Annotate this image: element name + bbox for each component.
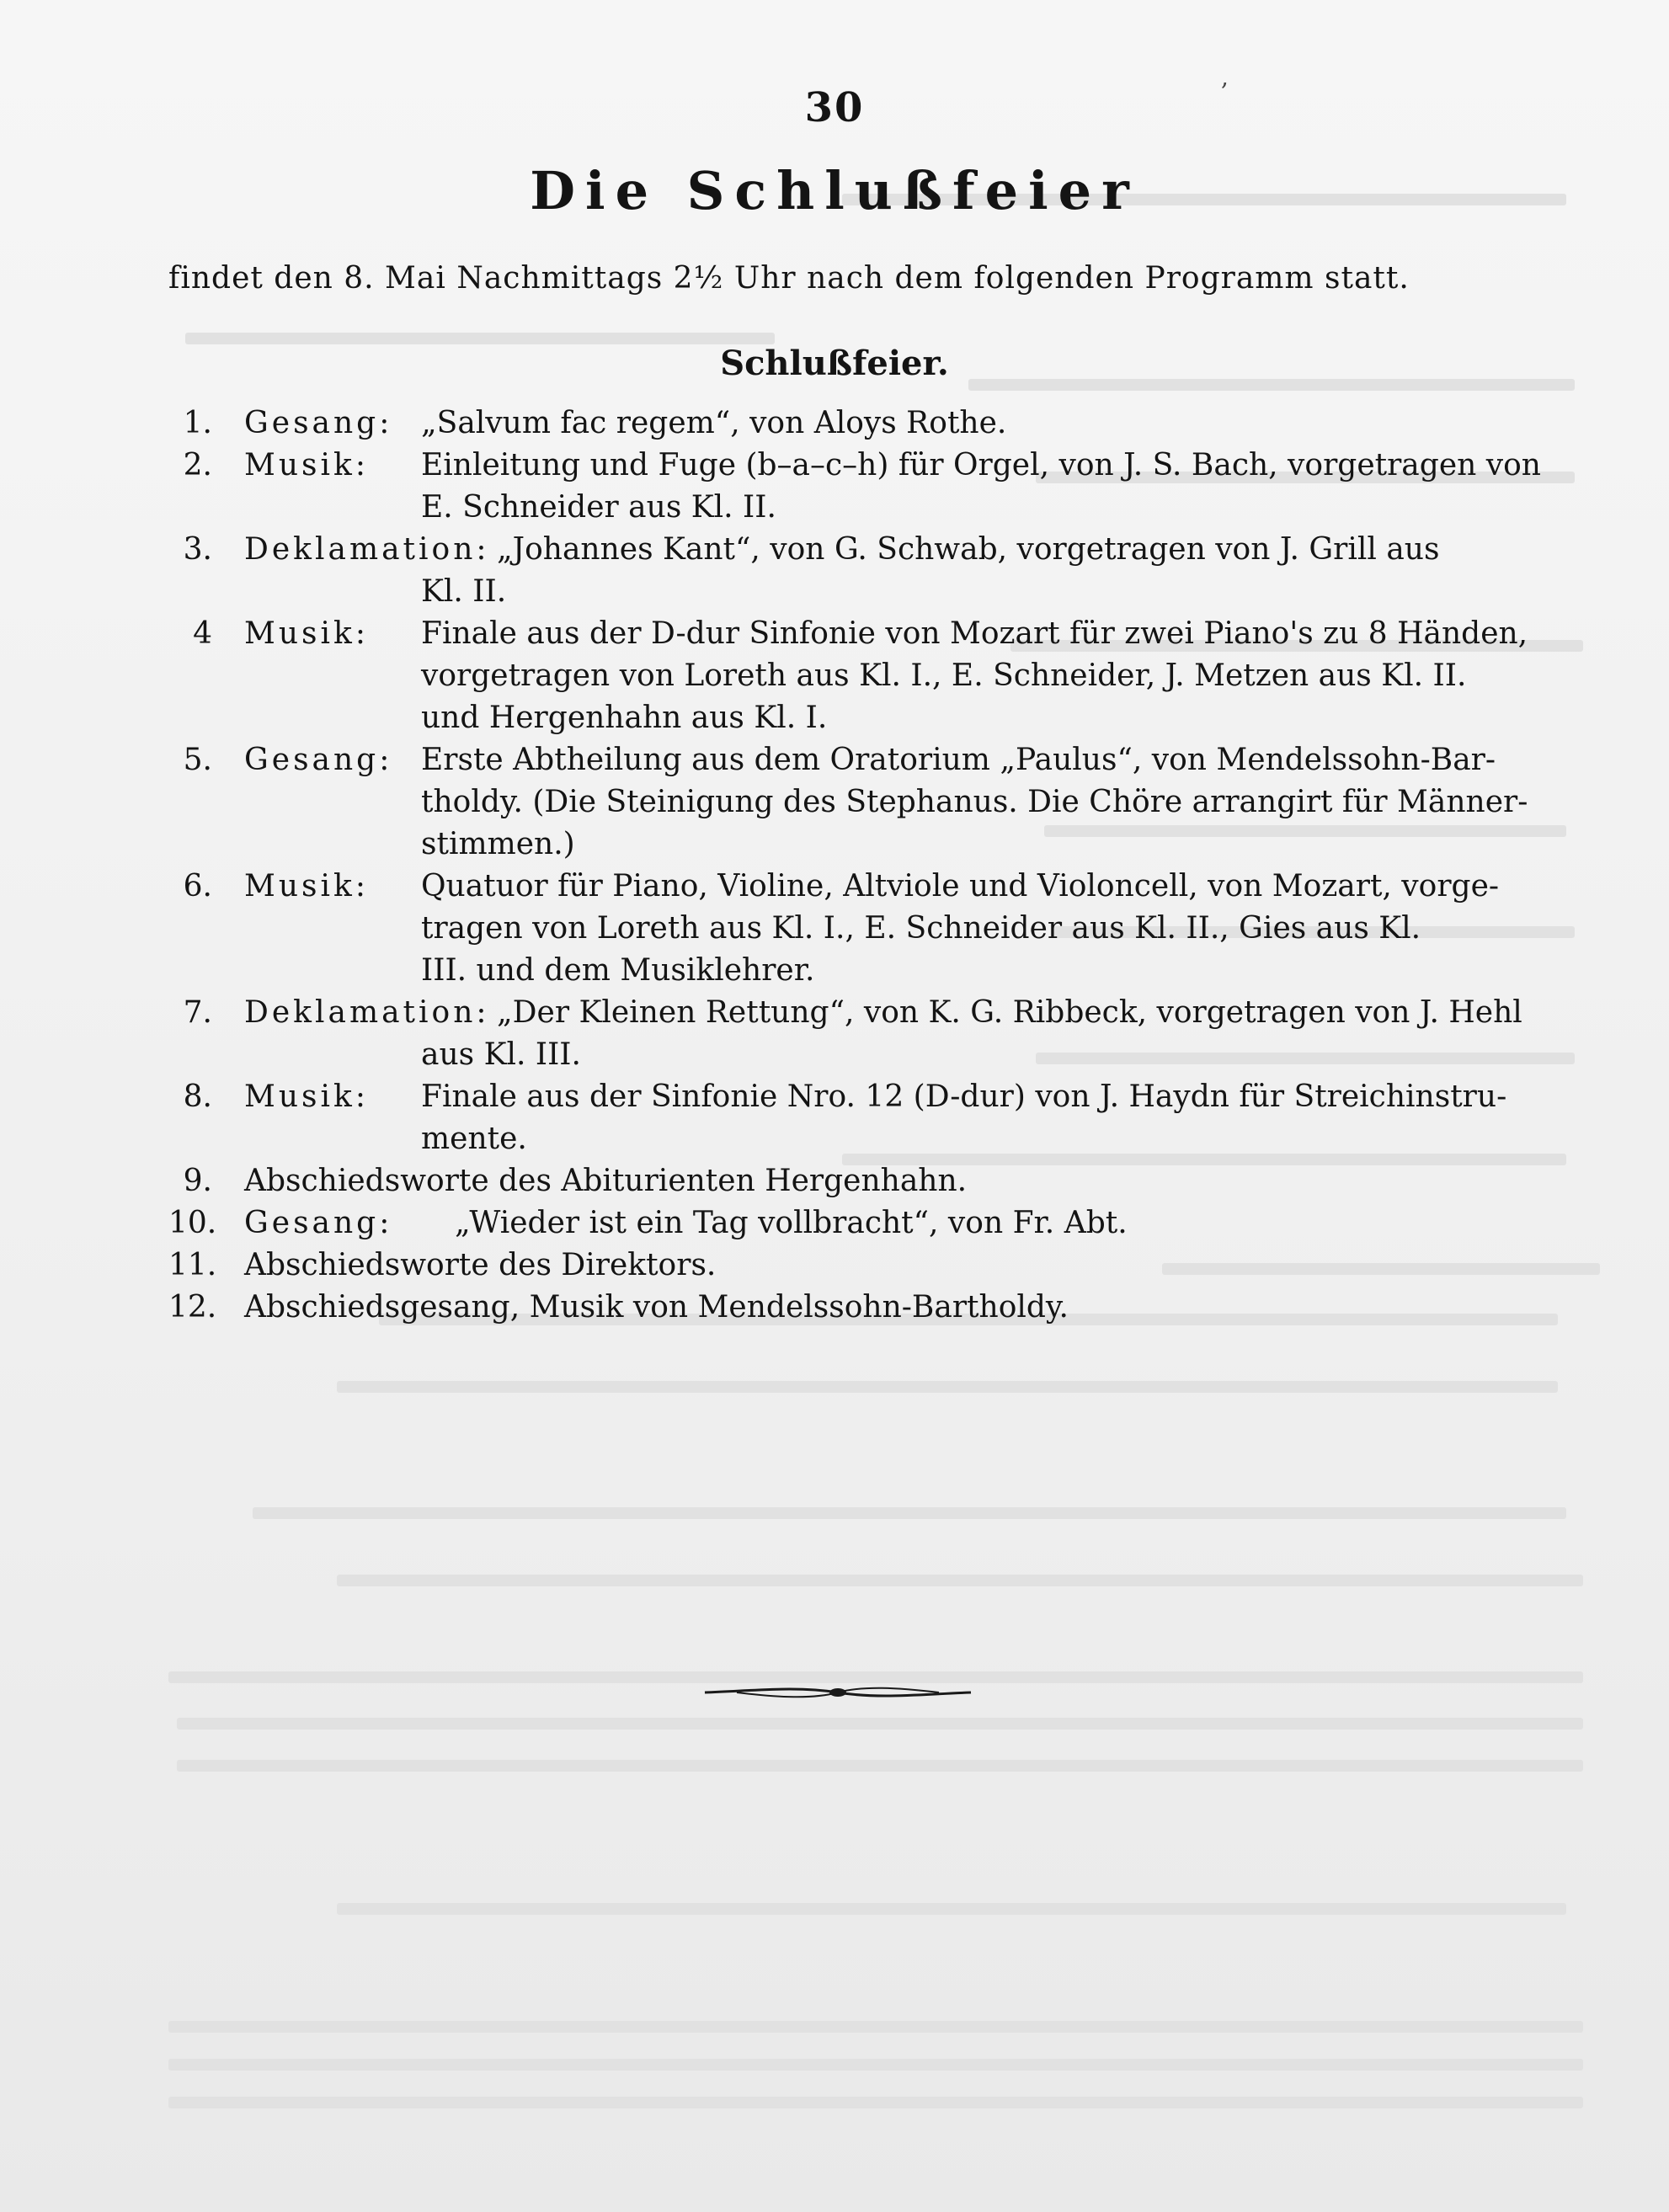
item-category: Gesang: xyxy=(244,743,393,777)
item-line: „Der Kleinen Rettung“, von K. G. Ribbeck, vorgetragen von J. Hehl xyxy=(497,995,1522,1030)
item-line: und Hergenhahn aus Kl. I. xyxy=(421,701,828,735)
item-category: Gesang: xyxy=(244,406,393,440)
item-line: tholdy. (Die Steinigung des Stephanus. Die Chöre arrangirt für Männer- xyxy=(421,785,1528,819)
item-category: Musik: xyxy=(244,448,369,482)
item-line: vorgetragen von Loreth aus Kl. I., E. Schneider, J. Metzen aus Kl. II. xyxy=(421,658,1467,693)
decorative-rule-ornament-icon xyxy=(703,1676,973,1709)
item-line: stimmen.) xyxy=(421,827,575,861)
item-description xyxy=(244,1245,1592,1287)
item-category: Deklamation: xyxy=(244,995,490,1030)
item-description xyxy=(421,613,1600,739)
item-description xyxy=(421,1076,1600,1160)
item-number: 7. xyxy=(183,995,212,1030)
item-description xyxy=(244,1287,1592,1329)
item-number: 6. xyxy=(183,869,212,903)
item-line: „Salvum fac regem“, von Aloys Rothe. xyxy=(421,406,1007,440)
item-line: „Johannes Kant“, von G. Schwab, vorgetragen von J. Grill aus xyxy=(497,532,1440,567)
item-line: tragen von Loreth aus Kl. I., E. Schneider aus Kl. II., Gies aus Kl. xyxy=(421,911,1421,946)
item-line: aus Kl. III. xyxy=(421,1037,581,1072)
item-description xyxy=(421,739,1600,866)
item-number: 3. xyxy=(183,532,212,567)
item-number: 2. xyxy=(183,448,212,482)
item-description xyxy=(421,445,1600,529)
item-number: 8. xyxy=(183,1079,212,1114)
item-number: 9. xyxy=(183,1164,212,1198)
item-line: Finale aus der D-dur Sinfonie von Mozart für zwei Piano's zu 8 Händen, xyxy=(421,616,1528,651)
item-description-continued xyxy=(421,571,1600,613)
item-category: Musik: xyxy=(244,869,369,903)
item-description xyxy=(497,992,1600,1034)
item-line: „Wieder ist ein Tag vollbracht“, von Fr. Abt. xyxy=(455,1206,1128,1240)
item-line: mente. xyxy=(421,1122,527,1156)
item-description xyxy=(244,1160,1592,1202)
item-line: E. Schneider aus Kl. II. xyxy=(421,490,776,525)
item-description xyxy=(497,529,1600,571)
item-category: Gesang: xyxy=(244,1206,393,1240)
item-description xyxy=(421,866,1600,992)
item-number: 11. xyxy=(168,1248,217,1282)
item-number: 5. xyxy=(183,743,212,777)
item-line: Kl. II. xyxy=(421,574,507,609)
item-line: Einleitung und Fuge (b–a–c–h) für Orgel, von J. S. Bach, vorgetragen von xyxy=(421,448,1541,482)
intro-paragraph: findet den 8. Mai Nachmittags 2½ Uhr nach dem folgenden Programm statt. xyxy=(168,261,1410,296)
item-line: Erste Abtheilung aus dem Oratorium „Paulus“, von Mendelssohn-Bar- xyxy=(421,743,1496,777)
item-category: Deklamation: xyxy=(244,532,490,567)
item-line: Abschiedsworte des Abiturienten Hergenhahn. xyxy=(244,1164,968,1198)
item-category: Musik: xyxy=(244,616,369,651)
item-number: 4 xyxy=(193,616,212,651)
item-line: Abschiedsworte des Direktors. xyxy=(244,1248,717,1282)
page-title: Die Schlußfeier xyxy=(530,160,1139,221)
item-number: 1. xyxy=(183,406,212,440)
item-line: Abschiedsgesang, Musik von Mendelssohn-Bartholdy. xyxy=(244,1290,1069,1325)
program-heading: Schlußfeier. xyxy=(720,344,949,383)
item-description-continued xyxy=(421,1034,1600,1076)
item-description xyxy=(455,1202,1600,1245)
item-number: 12. xyxy=(168,1290,217,1325)
ink-speck: , xyxy=(1221,63,1229,91)
page-number: 30 xyxy=(804,84,865,131)
item-line: III. und dem Musiklehrer. xyxy=(421,953,815,988)
item-line: Quatuor für Piano, Violine, Altviole und Violoncell, von Mozart, vorge- xyxy=(421,869,1500,903)
item-description xyxy=(421,402,1600,445)
item-category: Musik: xyxy=(244,1079,369,1114)
item-line: Finale aus der Sinfonie Nro. 12 (D-dur) von J. Haydn für Streichinstru- xyxy=(421,1079,1507,1114)
item-number: 10. xyxy=(168,1206,217,1240)
